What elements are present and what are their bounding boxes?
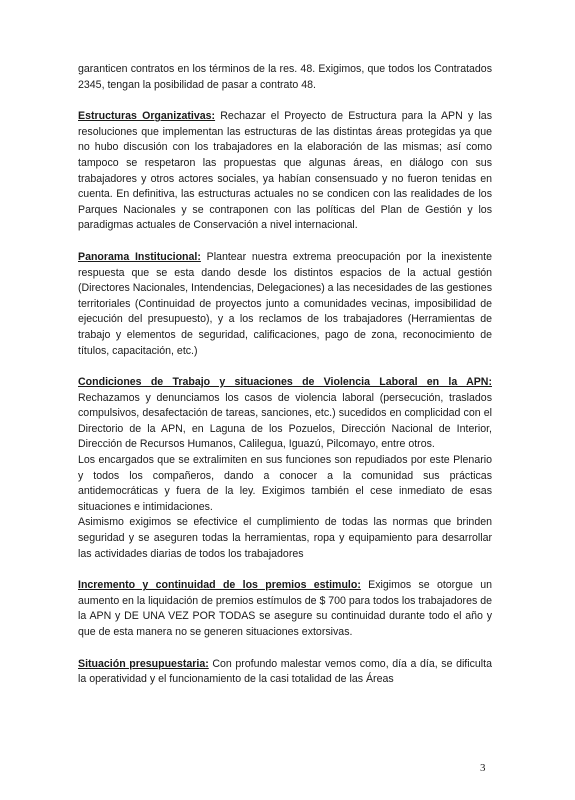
paragraph-text: Rechazar el Proyecto de Estructura para la APN y las resoluciones que implementan las estructuras de las distintas áreas protegidas ya que no hubo discusión con los trabajadores en la elaboración de las mismas; así como tampoco se respetaron las propuestas que algunas áreas, en diálogo con sus trabajadores y otros actores sociales, ya habían consensuado y no fueron tenidas en cuenta. En definitiva, las estructuras actuales no se condicen con las realidades de los Parques Nacionales y se contraponen con las políticas del Plan de Gestión y los paradigmas actuales de Conservación a nivel internacional. <box>78 110 492 232</box>
paragraph-text: Rechazamos y denunciamos los casos de violencia laboral (persecución, traslados compulsivos, desafectación de tareas, sanciones, etc.) sucedidos en complicidad con el Directorio de la APN, en Laguna de los Pozuelos, Dirección Nacional de Interior, Dirección de Recursos Humanos, Calilegua, Iguazú, Pilcomayo, entre otros. <box>78 391 492 451</box>
section-heading: Panorama Institucional: <box>78 250 201 263</box>
section-heading: Situación presupuestaria: <box>78 657 209 670</box>
paragraph-encargados <box>78 453 492 515</box>
paragraph-situacion-presupuestaria <box>78 657 492 688</box>
paragraph-text: Asimismo exigimos se efectivice el cumplimiento de todas las normas que brinden seguridad y se aseguren todas la herramientas, ropa y equipamiento para desarrollar las actividades diarias de todos los trabajadores <box>78 516 492 560</box>
paragraph-text: Los encargados que se extralimiten en sus funciones son repudiados por este Plenario y todos los compañeros, dando a conocer a la comunidad sus prácticas antidemocráticas y fuera de la ley. Exigimos también el cese inmediato de esas situaciones e intimidaciones. <box>78 454 492 513</box>
paragraph-contratos <box>78 62 492 93</box>
paragraph-condiciones-de-trabajo <box>78 375 492 453</box>
section-heading: Incremento y continuidad de los premios estimulo: <box>78 579 361 592</box>
paragraph-text: Exigimos se otorgue un aumento en la liquidación de premios estímulos de $ 700 para todos los trabajadores de la APN y DE UNA VEZ POR TODAS se asegure su continuidad durante todo el año y que de esta manera no se generen situaciones extorsivas. <box>78 579 493 638</box>
document-page <box>78 62 492 704</box>
section-heading: Condiciones de Trabajo y situaciones de Violencia Laboral en la APN: <box>78 376 492 389</box>
paragraph-estructuras-organizativas <box>78 109 492 234</box>
paragraph-text: garanticen contratos en los términos de la res. 48. Exigimos, que todos los Contratados 2345, tengan la posibilidad de pasar a contrato 48. <box>78 63 492 91</box>
paragraph-asimismo <box>78 515 492 562</box>
paragraph-text: Plantear nuestra extrema preocupación por la inexistente respuesta que se esta dando desde los distintos espacios de la actual gestión (Directores Nacionales, Intendencias, Delegaciones) a las necesidades de las gestiones territoriales (Continuidad de proyectos junto a comunidades vecinas, imposibilidad de ejecución del presupuesto), y a los reclamos de los trabajadores (Herramientas de trabajo y elementos de seguridad, calificaciones, pago de zona, reconocimiento de títulos, capacitación, etc.) <box>78 250 492 357</box>
paragraph-text: Con profundo malestar vemos como, día a día, se dificulta la operatividad y el funcionamiento de la casi totalidad de las Áreas <box>78 657 492 686</box>
paragraph-premios-estimulo <box>78 578 492 640</box>
section-heading: Estructuras Organizativas: <box>78 110 216 123</box>
page-number: 3 <box>480 762 486 774</box>
paragraph-panorama-institucional <box>78 250 492 359</box>
